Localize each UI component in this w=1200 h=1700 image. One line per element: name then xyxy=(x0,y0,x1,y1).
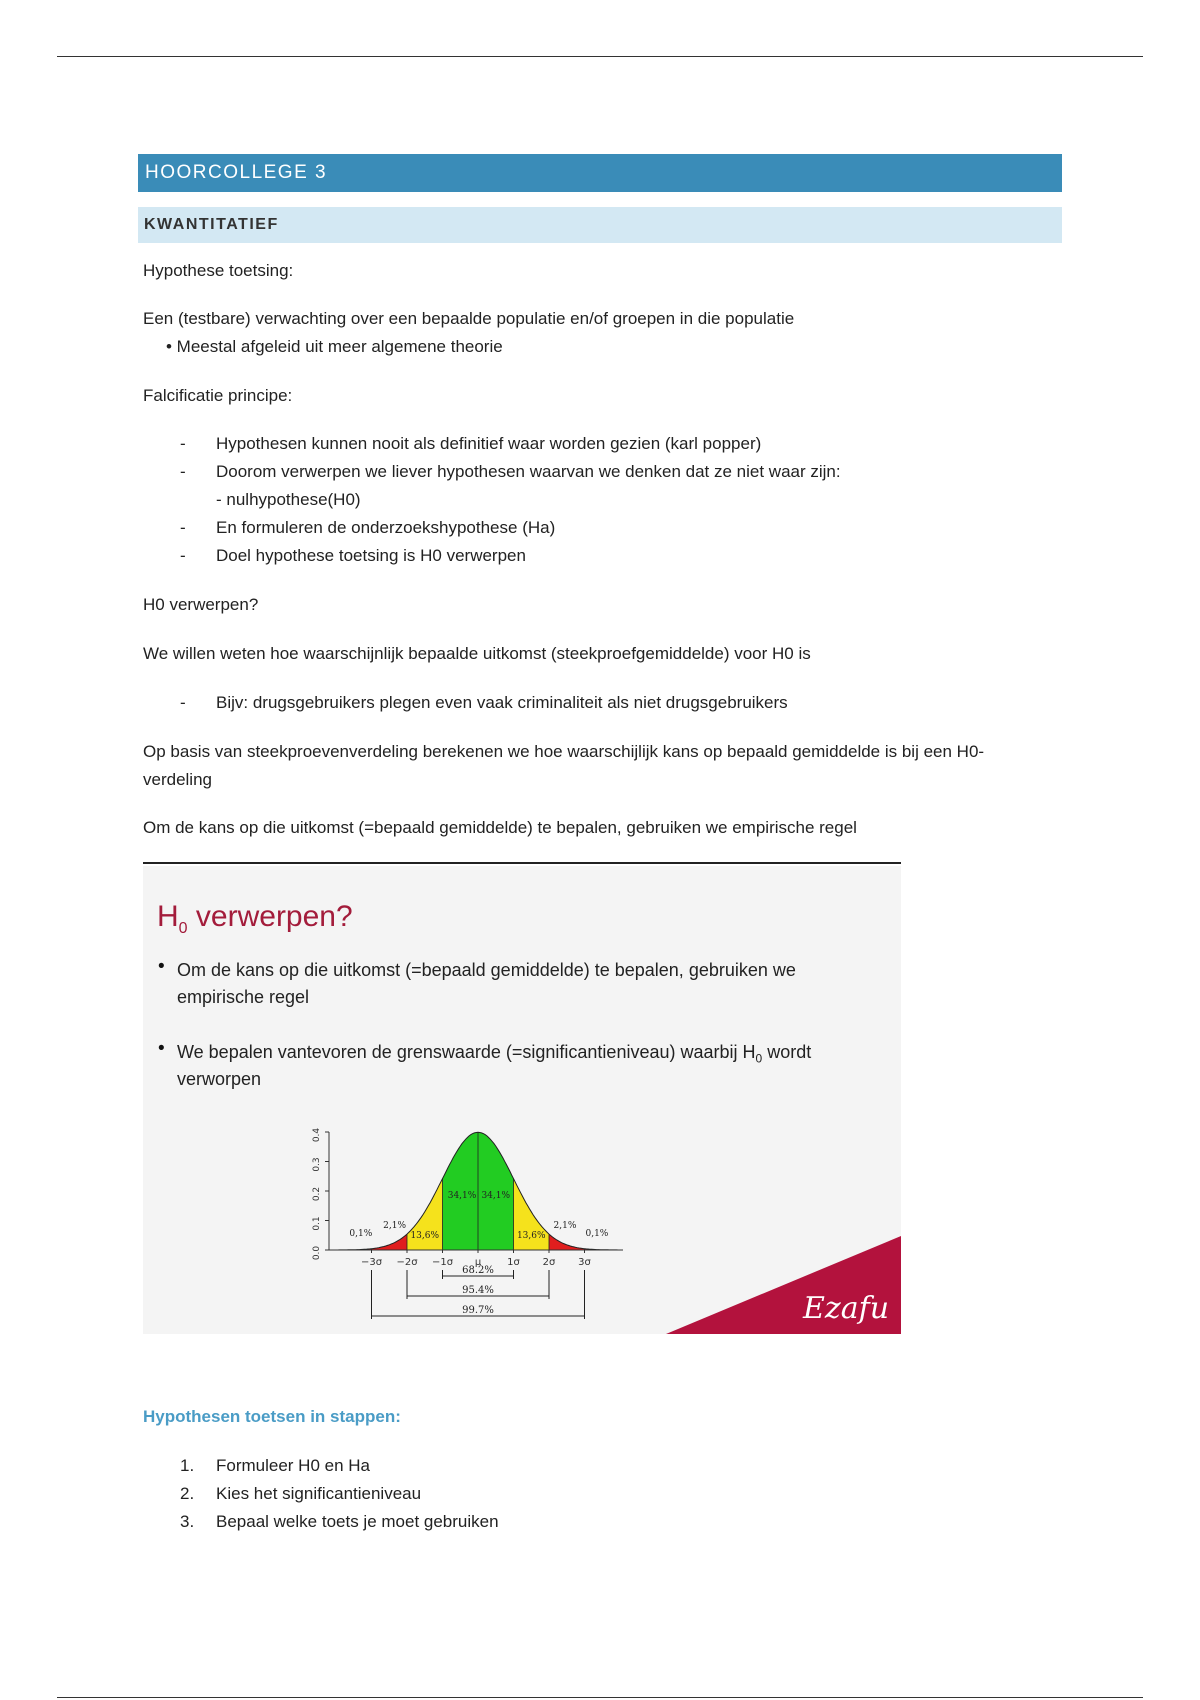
paragraph-waarschijnlijk: We willen weten hoe waarschijnlijk bepaalde uitkomst (steekproefgemiddelde) voor H0 is xyxy=(143,644,811,663)
y-tick-label: 0.4 xyxy=(312,1127,322,1143)
paragraph-h0-verwerpen: H0 verwerpen? xyxy=(143,595,259,614)
dash-list-item: En formuleren de onderzoekshypothese (Ha) xyxy=(216,518,556,537)
y-tick-label: 0.0 xyxy=(312,1245,322,1261)
steps-heading: Hypothesen toetsen in stappen: xyxy=(143,1407,401,1426)
span-label: 68.2% xyxy=(462,1265,494,1276)
y-tick-label: 0.1 xyxy=(312,1216,322,1231)
region-label: 0,1% xyxy=(349,1229,373,1239)
paragraph-steekproevenverdeling-line2: verdeling xyxy=(143,770,212,789)
span-label: 99.7% xyxy=(462,1305,494,1316)
dash-list-item: Doel hypothese toetsing is H0 verwerpen xyxy=(216,546,526,565)
normal-distribution-chart xyxy=(143,866,901,1334)
x-tick-label: −2σ xyxy=(396,1257,418,1268)
dash-marker: - xyxy=(180,462,186,481)
region-label: 13,6% xyxy=(410,1231,440,1241)
slide-bullet1-line2: empirische regel xyxy=(177,987,310,1007)
region-label: 2,1% xyxy=(553,1221,577,1231)
slide-bullet2-line1: We bepalen vantevoren de grenswaarde (=significantieniveau) waarbij $H_0$ wordt xyxy=(177,1042,812,1066)
region-label: 34,1% xyxy=(447,1191,477,1201)
y-tick-label: 0.2 xyxy=(312,1186,322,1202)
x-tick-label: −1σ xyxy=(431,1257,454,1268)
horizontal-rule xyxy=(143,862,901,864)
erasmus-logo: Ezafu xyxy=(803,1291,890,1326)
slide-bullet-marker: • xyxy=(158,1038,165,1059)
region-label: 13,6% xyxy=(516,1231,546,1241)
step-number: 2. xyxy=(180,1484,195,1503)
page-top-rule xyxy=(57,56,1143,57)
bullet-item: • Meestal afgeleid uit meer algemene theorie xyxy=(166,337,503,356)
dash-marker: - xyxy=(180,693,186,712)
x-tick-label: 3σ xyxy=(578,1257,591,1268)
slide-bullet-marker: • xyxy=(158,956,165,977)
dash-list-item: Doorom verwerpen we liever hypothesen waarvan we denken dat ze niet waar zijn: xyxy=(216,462,841,481)
slide-bullet1-line1: Om de kans op die uitkomst (=bepaald gemiddelde) te bepalen, gebruiken we xyxy=(177,960,796,980)
paragraph-definition: Een (testbare) verwachting over een bepaalde populatie en/of groepen in die populatie xyxy=(143,309,795,328)
x-tick-label: −3σ xyxy=(360,1257,383,1268)
dash-list-item: Hypothesen kunnen nooit als definitief waar worden gezien (karl popper) xyxy=(216,434,762,453)
heading-hoorcollege: HOORCOLLEGE 3 xyxy=(138,154,1062,192)
region-label: 2,1% xyxy=(383,1221,407,1231)
x-tick-label: μ xyxy=(474,1257,482,1268)
step-number: 1. xyxy=(180,1456,195,1475)
slide-bullet2-line2: verworpen xyxy=(177,1069,262,1089)
paragraph-hypothese-toetsing: Hypothese toetsing: xyxy=(143,261,294,280)
y-tick-label: 0.3 xyxy=(312,1157,322,1172)
paragraph-empirische-regel: Om de kans op die uitkomst (=bepaald gemiddelde) te bepalen, gebruiken we empirische regel xyxy=(143,818,857,837)
dash-marker: - xyxy=(180,546,186,565)
x-tick-label: 2σ xyxy=(542,1257,556,1268)
page-bottom-rule xyxy=(57,1697,1143,1698)
step-number: 3. xyxy=(180,1512,195,1531)
step-item: Kies het significantieniveau xyxy=(216,1484,422,1503)
dash-marker: - xyxy=(180,518,186,537)
heading-kwantitatief: KWANTITATIEF xyxy=(138,207,1062,243)
paragraph-falcificatie: Falcificatie principe: xyxy=(143,386,293,405)
dash-list-item-continuation: - nulhypothese(H0) xyxy=(216,490,361,509)
slide-image xyxy=(143,866,901,1334)
span-label: 95.4% xyxy=(462,1285,494,1296)
dash-marker: - xyxy=(180,434,186,453)
dash-list-item: Bijv: drugsgebruikers plegen even vaak criminaliteit als niet drugsgebruikers xyxy=(216,693,788,712)
step-item: Formuleer H0 en Ha xyxy=(216,1456,371,1475)
region-label: 0,1% xyxy=(585,1229,609,1239)
step-item: Bepaal welke toets je moet gebruiken xyxy=(216,1512,499,1531)
paragraph-steekproevenverdeling-line1: Op basis van steekproevenverdeling berekenen we hoe waarschijlijk kans op bepaald gemiddelde is bij een H0- xyxy=(143,742,985,761)
region-label: 34,1% xyxy=(481,1191,511,1201)
x-tick-label: 1σ xyxy=(507,1257,520,1268)
slide-title: $H_0$ verwerpen? xyxy=(157,900,353,937)
